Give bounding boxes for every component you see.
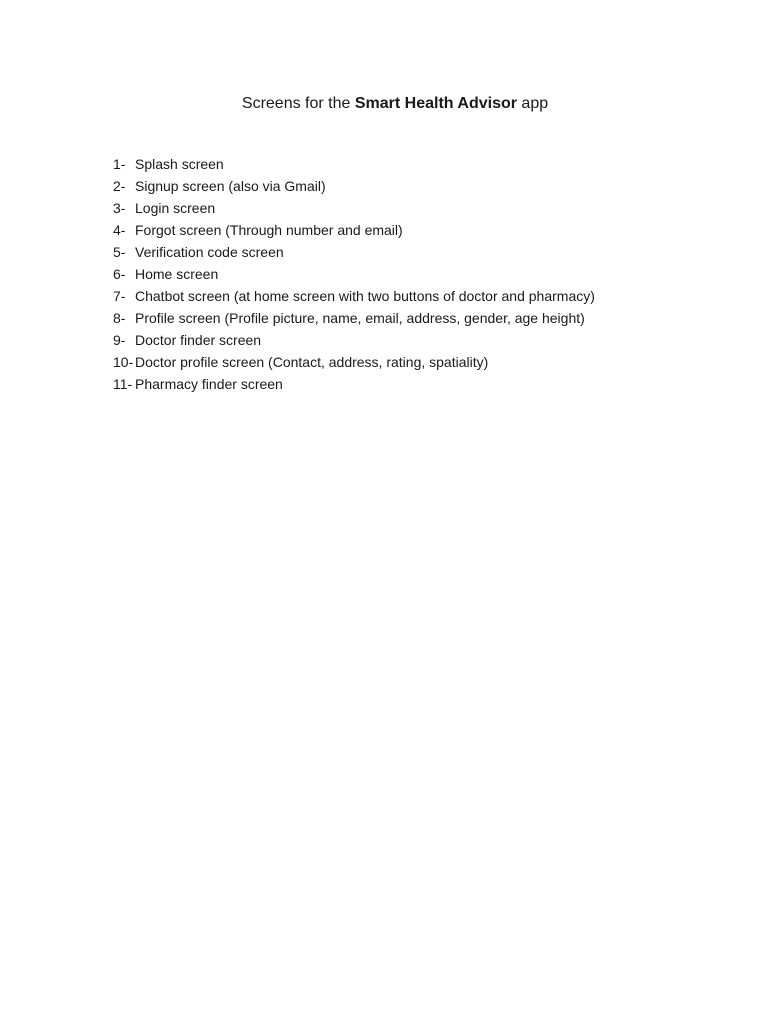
list-item-text: Verification code screen	[135, 244, 284, 260]
list-item-number: 3-	[113, 200, 126, 216]
list-item-number: 7-	[113, 288, 126, 304]
document-title	[0, 93, 768, 115]
list-item	[113, 329, 595, 351]
list-item-text: Doctor finder screen	[135, 332, 262, 348]
list-item-text: Doctor profile screen (Contact, address, rating, spatiality)	[135, 354, 489, 370]
list-item-text: Login screen	[135, 200, 216, 216]
list-item	[113, 153, 595, 175]
list-item-number: 5-	[113, 244, 126, 260]
list-item	[113, 263, 595, 285]
list-item	[113, 175, 595, 197]
list-item-number: 6-	[113, 266, 126, 282]
title-suffix: app	[516, 95, 549, 112]
title-app-name: Smart Health Advisor	[354, 95, 517, 112]
list-item	[113, 241, 595, 263]
list-item-number: 2-	[113, 178, 126, 194]
list-item	[113, 285, 595, 307]
list-item-text: Forgot screen (Through number and email)	[135, 222, 403, 238]
list-item	[113, 197, 595, 219]
screen-list	[113, 153, 595, 395]
list-item	[113, 307, 595, 329]
title-prefix: Screens for the	[241, 95, 355, 112]
list-item-text: Chatbot screen (at home screen with two buttons of doctor and pharmacy)	[135, 288, 595, 304]
list-item-number: 10-	[113, 354, 134, 370]
list-item	[113, 219, 595, 241]
list-item-text: Pharmacy finder screen	[135, 376, 283, 392]
list-item-text: Profile screen (Profile picture, name, email, address, gender, age height)	[135, 310, 585, 326]
list-item-number: 11-	[113, 376, 133, 392]
list-item	[113, 351, 595, 373]
list-item-number: 1-	[113, 156, 126, 172]
list-item-number: 8-	[113, 310, 126, 326]
list-item-number: 9-	[113, 332, 126, 348]
list-item	[113, 373, 595, 395]
list-item-text: Home screen	[135, 266, 219, 282]
list-item-number: 4-	[113, 222, 126, 238]
list-item-text: Splash screen	[135, 156, 224, 172]
list-item-text: Signup screen (also via Gmail)	[135, 178, 326, 194]
